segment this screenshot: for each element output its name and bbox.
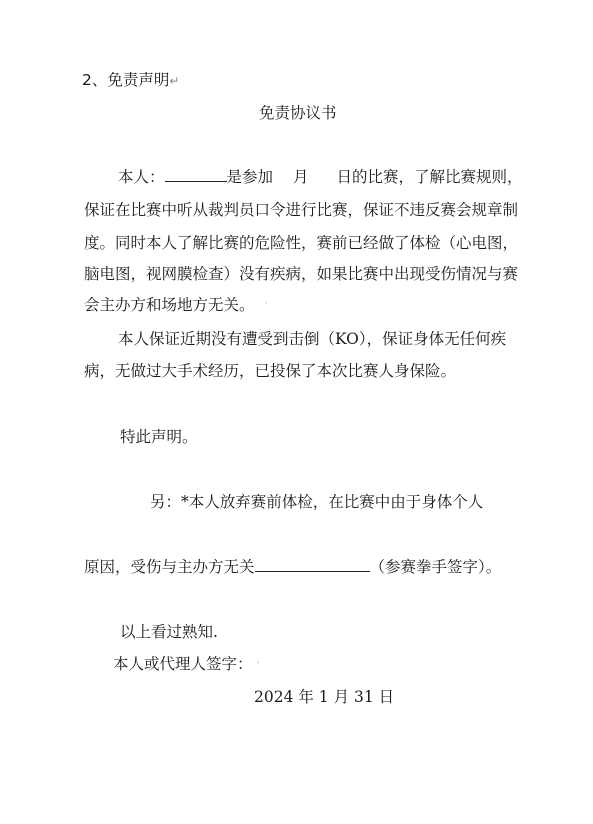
- note-line2: [84, 557, 501, 577]
- name-blank[interactable]: [165, 167, 227, 182]
- note-line2-suffix: （参赛拳手签字）。: [369, 558, 502, 576]
- para1-line1: [118, 167, 523, 187]
- acknowledgement: 以上看过熟知.: [120, 623, 218, 641]
- para1-day: 日的比赛，了解比赛规则，: [336, 168, 523, 186]
- para1-mid: 是参加: [226, 168, 274, 186]
- para1-line5-text: 会主办方和场地方无关。: [84, 296, 255, 314]
- document-date: 2024 年 1 月 31 日: [254, 688, 395, 706]
- para1-line3: 度。同时本人了解比赛的危险性，赛前已经做了体检（心电图，: [84, 234, 519, 252]
- signature-line: [113, 654, 259, 677]
- note-line2-prefix: 原因，受伤与主办方无关: [84, 558, 255, 576]
- section-heading: [82, 70, 179, 91]
- closing-statement: 特此声明。: [120, 428, 198, 446]
- document-title: 免责协议书: [259, 104, 337, 122]
- section-heading-text: 2、免责声明: [82, 71, 170, 89]
- para1-month: 月: [293, 168, 309, 186]
- para1-line5: [84, 295, 267, 318]
- signature-tick-mark: ˈ: [256, 661, 260, 672]
- para1-line2: 保证在比赛中听从裁判员口令进行比赛，保证不违反赛会规章制: [84, 201, 519, 219]
- athlete-signature-blank[interactable]: [255, 557, 370, 572]
- para2-line2: 病，无做过大手术经历，已投保了本次比赛人身保险。: [84, 362, 457, 380]
- para1-prefix: 本人：: [118, 168, 165, 186]
- para2-line1: 本人保证近期没有遭受到击倒（KO），保证身体无任何疾: [118, 330, 507, 348]
- paragraph-mark-icon: ↵: [169, 74, 180, 88]
- signature-label: 本人或代理人签字：: [113, 655, 253, 673]
- para1-line4: 脑电图，视网膜检查）没有疾病，如果比赛中出现受伤情况与赛: [84, 265, 519, 283]
- cursor-tick-mark: ˈ: [264, 302, 268, 313]
- note-line1: 另：*本人放弃赛前体检，在比赛中由于身体个人: [150, 493, 484, 511]
